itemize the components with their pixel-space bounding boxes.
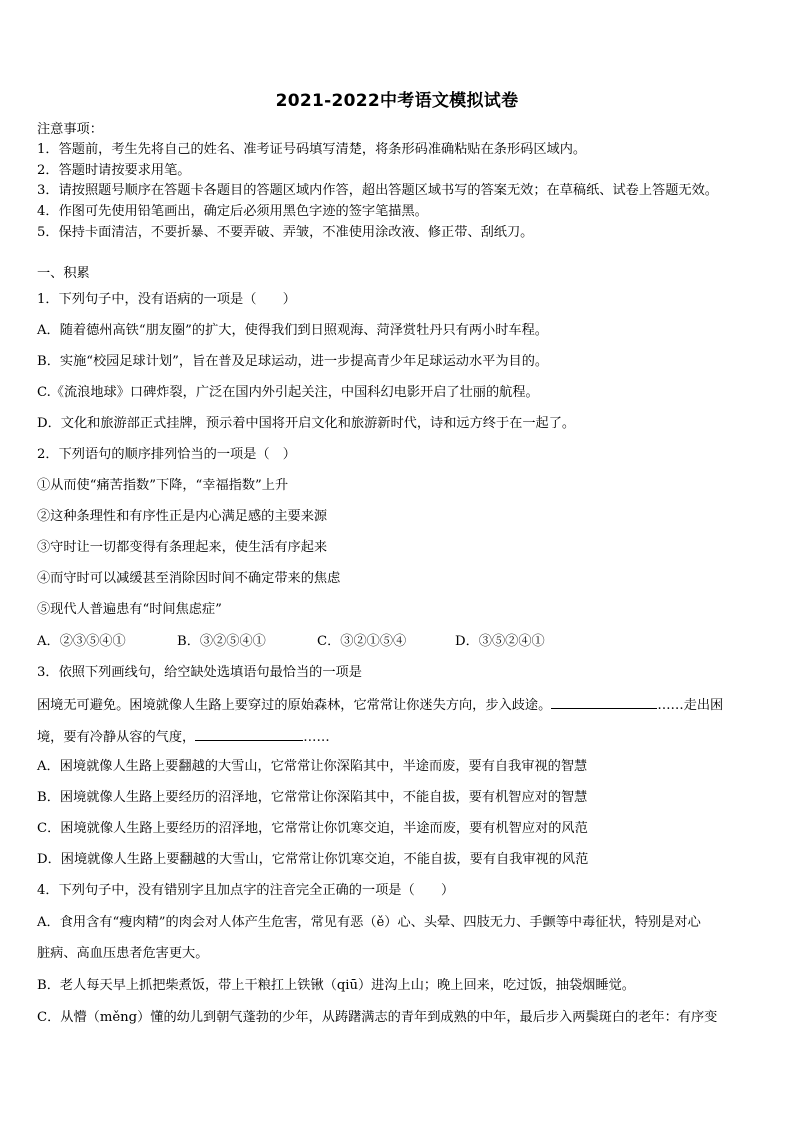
exam-title: 2021-2022中考语文模拟试卷 [275,91,519,111]
question-1-stem: 1．下列句子中，没有语病的一项是（ ） [37,292,296,307]
section-heading: 一、积累 [37,266,90,281]
notice-item: 1．答题前，考生先将自己的姓名、准考证号码填写清楚，将条形码准确粘贴在条形码区域内。 [37,142,587,157]
question-4-stem: 4．下列句子中，没有错别字且加点字的注音完全正确的一项是（ ） [37,883,455,898]
answer-blank [195,727,303,741]
question-1-option-c: C.《流浪地球》口碑炸裂，广泛在国内外引起关注，中国科幻电影开启了壮丽的航程。 [37,385,539,400]
notice-item: 4．作图可先使用铅笔画出，确定后必须用黑色字迹的签字笔描黑。 [37,204,428,219]
question-2-option-a: A．②③⑤④① [37,634,126,649]
question-3-option-c: C．困境就像人生路上要经历的沼泽地，它常常让你饥寒交迫，半途而废，要有机智应对的风范 [37,821,588,836]
question-4-option-a: A．食用含有“瘦肉精”的肉会对人体产生危害，常见有恶（ě）心、头晕、四肢无力、手颤等中毒征状，特别是对心 [37,915,701,930]
question-4-option-c: C．从懵（měng）懂的幼儿到朝气蓬勃的少年，从踌躇满志的青年到成熟的中年，最后步入两鬓斑白的老年：有序变 [37,1010,718,1025]
question-2-sentence: ③守时让一切都变得有条理起来，使生活有序起来 [37,540,328,555]
notice-item: 5．保持卡面清洁，不要折暴、不要弄破、弄皱，不准使用涂改液、修正带、刮纸刀。 [37,225,534,240]
question-1-option-a: A．随着德州高铁“朋友圈”的扩大，使得我们到日照观海、菏泽赏牡丹只有两小时车程。 [37,323,548,338]
question-3-option-b: B．困境就像人生路上要经历的沼泽地，它常常让你深陷其中，不能自拔，要有机智应对的智慧 [37,790,588,805]
notice-heading: 注意事项： [37,122,103,137]
passage-text: 境，要有冷静从容的气度， [37,730,196,745]
notice-item: 2．答题时请按要求用笔。 [37,163,191,178]
question-2-option-c: C．③②①⑤④ [317,634,407,649]
question-4-option-a-cont: 脏病、高血压患者危害更大。 [37,946,209,961]
question-3-option-d: D．困境就像人生路上要翻越的大雪山，它常常让你饥寒交迫，不能自拔，要有自我审视的风范 [37,852,589,867]
passage-text: …… [303,730,330,745]
answer-blank [551,695,657,709]
question-4-option-b: B．老人每天早上抓把柴煮饭，带上干粮扛上铁锹（qiū）进沟上山；晚上回来，吃过饭，抽袋烟睡觉。 [37,978,635,993]
passage-text: ……走出困 [657,698,724,713]
question-2-stem: 2．下列语句的顺序排列恰当的一项是（ ） [37,447,296,462]
question-2-option-b: B．③②⑤④① [177,634,266,649]
question-2-sentence: ①从而使“痛苦指数”下降，“幸福指数”上升 [37,478,289,493]
question-1-option-d: D．文化和旅游部正式挂牌，预示着中国将开启文化和旅游新时代，诗和远方终于在一起了。 [37,416,576,431]
question-2-sentence: ②这种条理性和有序性正是内心满足感的主要来源 [37,509,328,524]
passage-text: 困境无可避免。困境就像人生路上要穿过的原始森林，它常常让你迷失方向，步入歧途。 [37,698,552,713]
question-2-option-d: D．③⑤②④① [455,634,545,649]
question-1-option-b: B．实施“校园足球计划”，旨在普及足球运动，进一步提高青少年足球运动水平为目的。 [37,354,549,369]
question-3-option-a: A．困境就像人生路上要翻越的大雪山，它常常让你深陷其中，半途而废，要有自我审视的智慧 [37,759,588,774]
question-2-sentence: ④而守时可以减缓甚至消除因时间不确定带来的焦虑 [37,571,341,586]
notice-item: 3．请按照题号顺序在答题卡各题目的答题区域内作答，超出答题区域书写的答案无效；在草稿纸、试卷上答题无效。 [37,183,718,198]
question-3-passage-line1 [37,695,723,715]
question-3-passage-line2 [37,727,330,747]
question-2-sentence: ⑤现代人普遍患有“时间焦虑症” [37,602,222,617]
question-3-stem: 3．依照下列画线句，给空缺处选填语句最恰当的一项是 [37,665,362,680]
